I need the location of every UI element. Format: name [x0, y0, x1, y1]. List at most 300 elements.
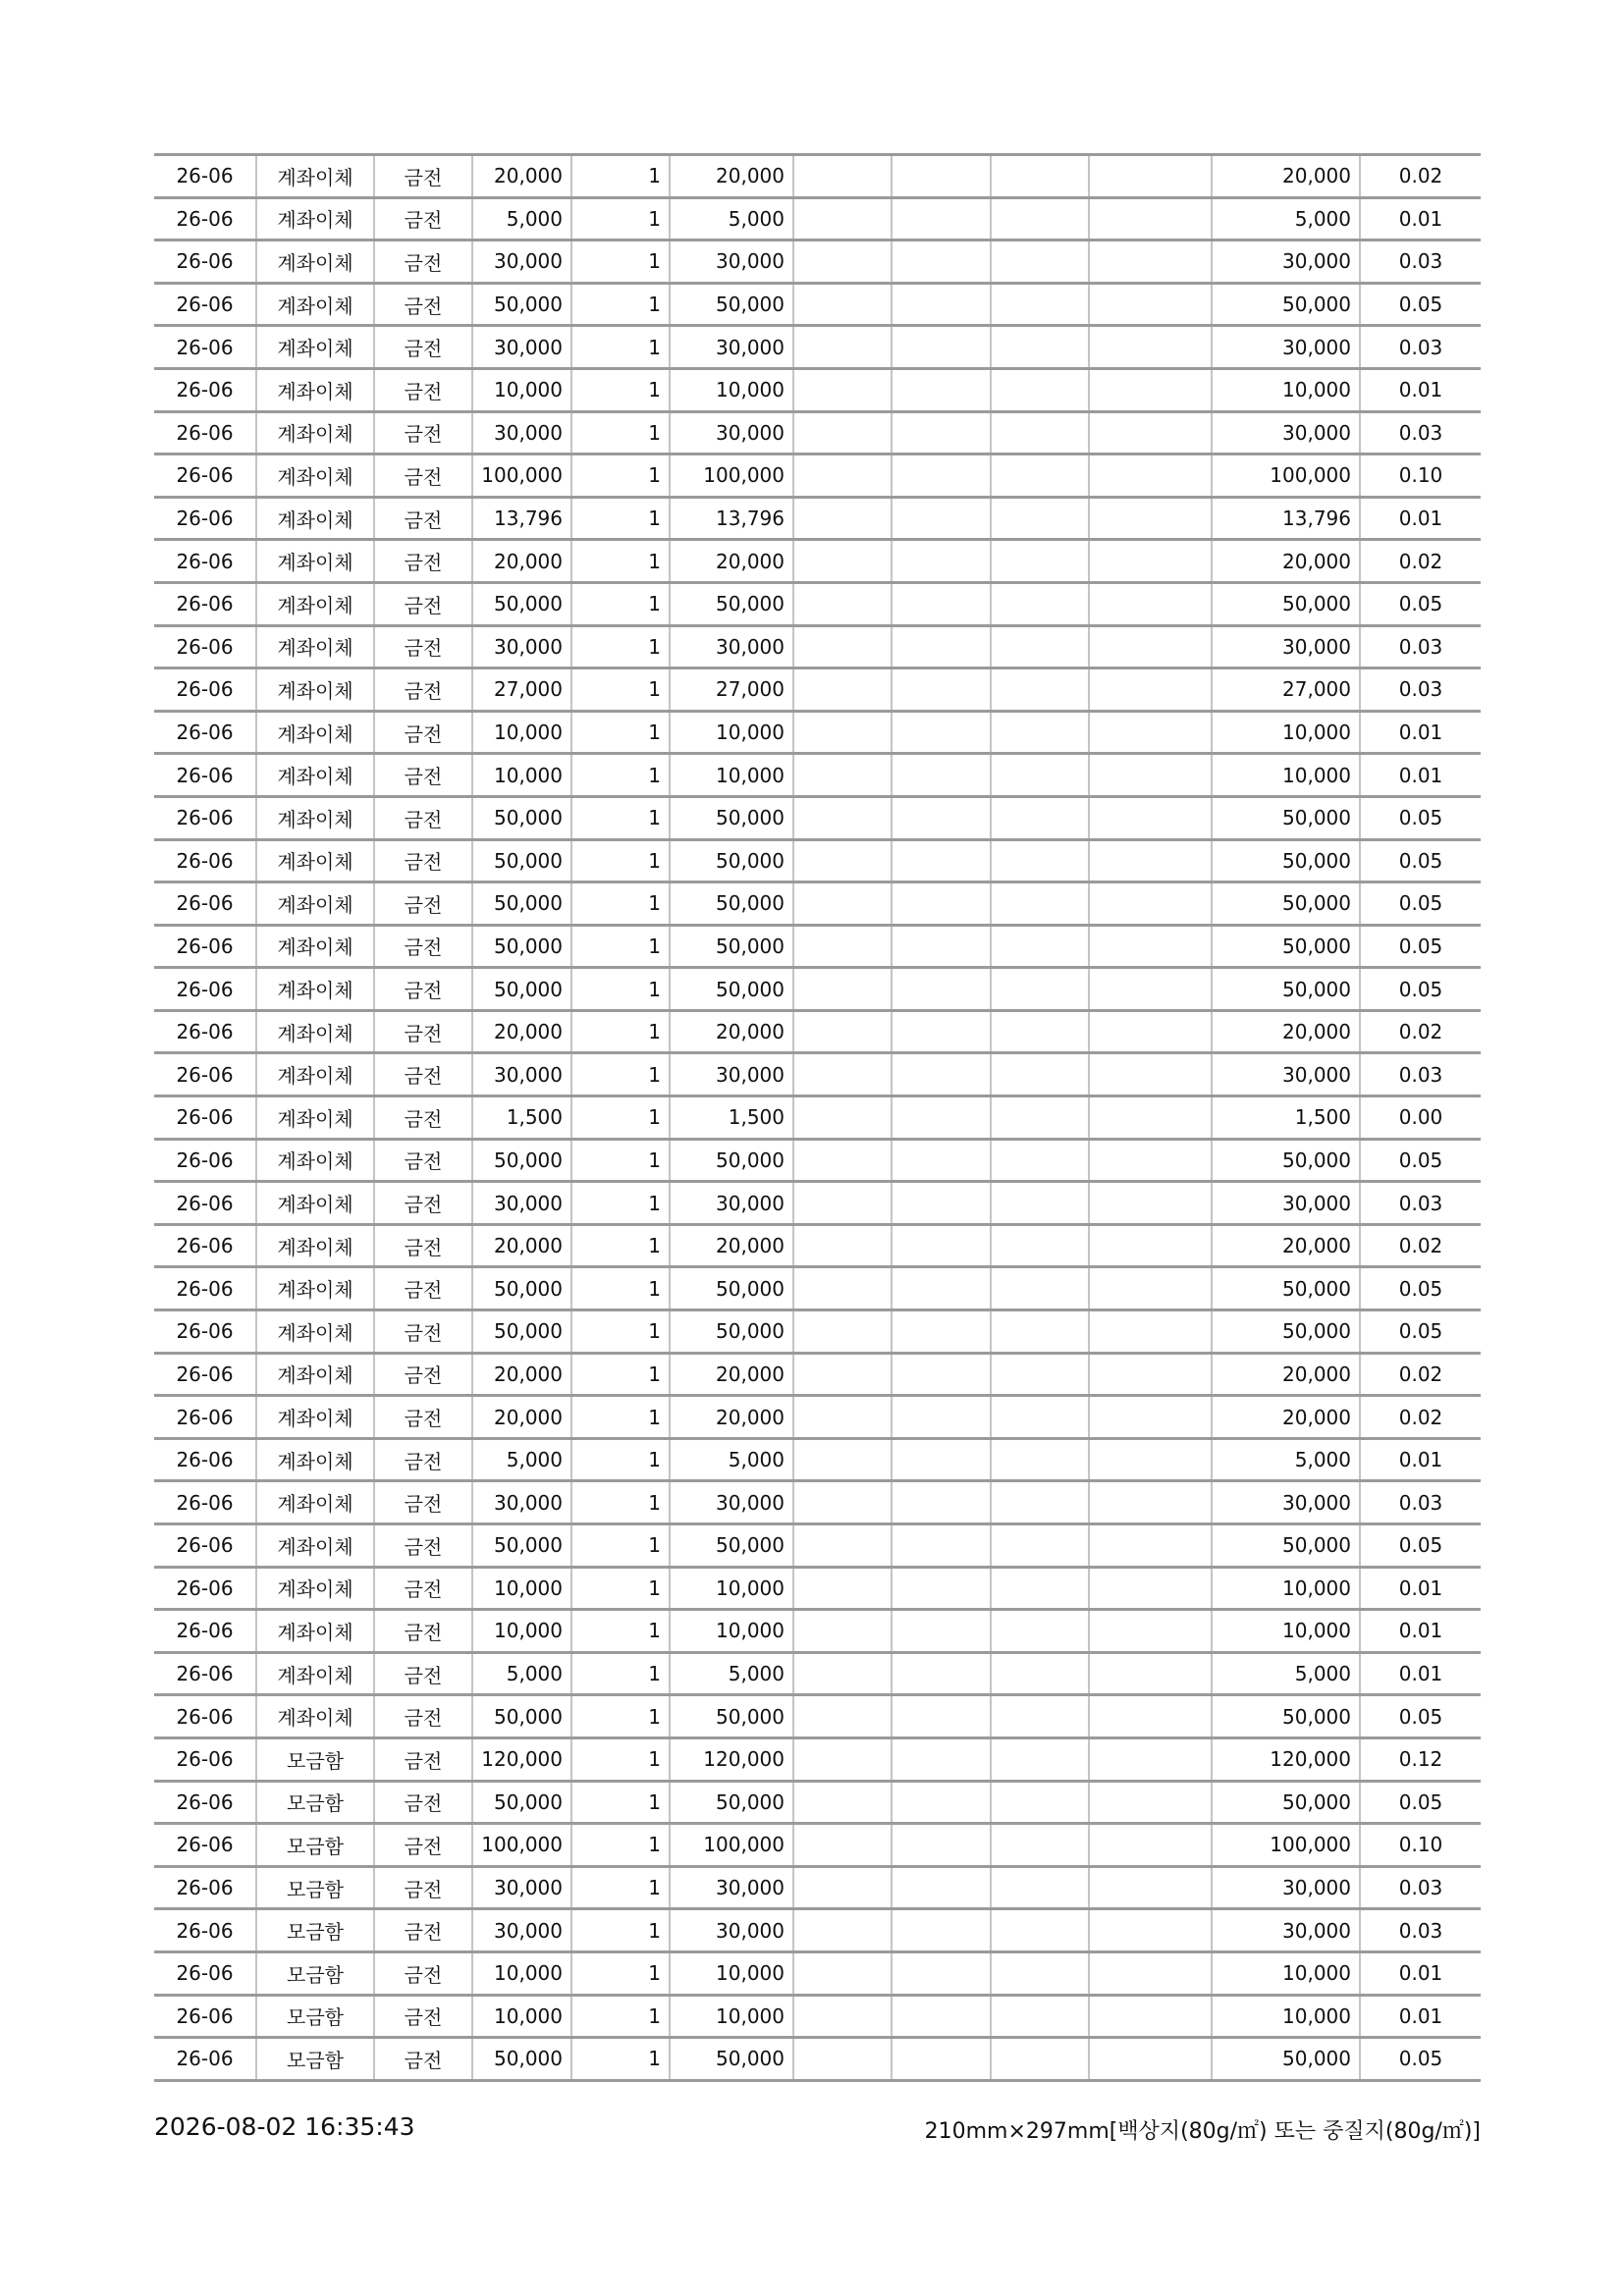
type-cell: 금전: [374, 540, 472, 583]
type-cell: 금전: [374, 839, 472, 882]
table-row: [154, 1096, 1481, 1140]
ratio-cell: 0.03: [1360, 668, 1481, 712]
blank-cell-4: [1089, 1139, 1212, 1182]
unit-amount-cell: 50,000: [472, 882, 571, 926]
blank-cell-2: [892, 1995, 991, 2038]
ratio-cell: 0.05: [1360, 283, 1481, 326]
blank-cell-1: [793, 1567, 892, 1610]
total-cell: 20,000: [1212, 1224, 1360, 1267]
ratio-cell: 0.05: [1360, 1310, 1481, 1354]
ratio-cell: 0.03: [1360, 1481, 1481, 1524]
total-cell: 13,796: [1212, 497, 1360, 540]
blank-cell-1: [793, 1353, 892, 1396]
table-row: [154, 1951, 1481, 1995]
unit-amount-cell: 5,000: [472, 1438, 571, 1481]
blank-cell-2: [892, 1909, 991, 1952]
amount-cell: 50,000: [670, 1695, 793, 1738]
table-row: [154, 1267, 1481, 1310]
blank-cell-2: [892, 454, 991, 498]
blank-cell-2: [892, 1224, 991, 1267]
blank-cell-2: [892, 668, 991, 712]
table-row: [154, 882, 1481, 926]
table-row: [154, 1695, 1481, 1738]
blank-cell-1: [793, 368, 892, 411]
table-row: [154, 1139, 1481, 1182]
total-cell: 30,000: [1212, 1909, 1360, 1952]
blank-cell-4: [1089, 540, 1212, 583]
blank-cell-4: [1089, 882, 1212, 926]
quantity-cell: 1: [571, 882, 670, 926]
total-cell: 27,000: [1212, 668, 1360, 712]
quantity-cell: 1: [571, 497, 670, 540]
quantity-cell: 1: [571, 240, 670, 284]
method-cell: 계좌이체: [256, 668, 374, 712]
method-cell: 계좌이체: [256, 1695, 374, 1738]
blank-cell-2: [892, 1652, 991, 1695]
type-cell: 금전: [374, 1139, 472, 1182]
table-row: [154, 796, 1481, 839]
blank-cell-1: [793, 540, 892, 583]
unit-amount-cell: 10,000: [472, 1995, 571, 2038]
blank-cell-2: [892, 925, 991, 968]
date-cell: 26-06: [154, 1824, 256, 1867]
amount-cell: 50,000: [670, 839, 793, 882]
quantity-cell: 1: [571, 368, 670, 411]
type-cell: 금전: [374, 1182, 472, 1225]
blank-cell-3: [991, 368, 1089, 411]
table-row: [154, 711, 1481, 754]
total-cell: 100,000: [1212, 1824, 1360, 1867]
ratio-cell: 0.05: [1360, 882, 1481, 926]
blank-cell-3: [991, 1353, 1089, 1396]
amount-cell: 30,000: [670, 1909, 793, 1952]
method-cell: 모금함: [256, 2038, 374, 2081]
amount-cell: 20,000: [670, 540, 793, 583]
quantity-cell: 1: [571, 1567, 670, 1610]
quantity-cell: 1: [571, 454, 670, 498]
method-cell: 계좌이체: [256, 1481, 374, 1524]
table-row: [154, 1652, 1481, 1695]
date-cell: 26-06: [154, 711, 256, 754]
total-cell: 30,000: [1212, 240, 1360, 284]
blank-cell-4: [1089, 1182, 1212, 1225]
blank-cell-2: [892, 1096, 991, 1140]
unit-amount-cell: 1,500: [472, 1096, 571, 1140]
type-cell: 금전: [374, 1096, 472, 1140]
blank-cell-4: [1089, 1481, 1212, 1524]
quantity-cell: 1: [571, 1267, 670, 1310]
table-row: [154, 411, 1481, 454]
date-cell: 26-06: [154, 1951, 256, 1995]
blank-cell-3: [991, 1824, 1089, 1867]
quantity-cell: 1: [571, 1737, 670, 1781]
blank-cell-3: [991, 540, 1089, 583]
blank-cell-1: [793, 1737, 892, 1781]
blank-cell-3: [991, 1567, 1089, 1610]
table-row: [154, 1353, 1481, 1396]
ratio-cell: 0.05: [1360, 796, 1481, 839]
ratio-cell: 0.05: [1360, 925, 1481, 968]
unit-amount-cell: 100,000: [472, 454, 571, 498]
blank-cell-4: [1089, 1267, 1212, 1310]
unit-amount-cell: 20,000: [472, 1010, 571, 1053]
table-row: [154, 1182, 1481, 1225]
total-cell: 50,000: [1212, 1695, 1360, 1738]
method-cell: 모금함: [256, 1909, 374, 1952]
unit-amount-cell: 50,000: [472, 925, 571, 968]
method-cell: 계좌이체: [256, 1096, 374, 1140]
table-row: [154, 497, 1481, 540]
type-cell: 금전: [374, 968, 472, 1011]
blank-cell-1: [793, 839, 892, 882]
blank-cell-4: [1089, 925, 1212, 968]
ratio-cell: 0.03: [1360, 1866, 1481, 1909]
amount-cell: 30,000: [670, 625, 793, 668]
amount-cell: 20,000: [670, 1010, 793, 1053]
total-cell: 50,000: [1212, 1524, 1360, 1568]
ratio-cell: 0.01: [1360, 1951, 1481, 1995]
table-row: [154, 1610, 1481, 1653]
table-row: [154, 582, 1481, 625]
ratio-cell: 0.01: [1360, 497, 1481, 540]
unit-amount-cell: 20,000: [472, 540, 571, 583]
quantity-cell: 1: [571, 283, 670, 326]
paper-spec: 210mm×297mm[백상지(80g/㎡) 또는 중질지(80g/㎡)]: [924, 2119, 1481, 2144]
quantity-cell: 1: [571, 925, 670, 968]
unit-amount-cell: 30,000: [472, 326, 571, 369]
date-cell: 26-06: [154, 1267, 256, 1310]
date-cell: 26-06: [154, 454, 256, 498]
blank-cell-1: [793, 882, 892, 926]
blank-cell-2: [892, 1524, 991, 1568]
ratio-cell: 0.03: [1360, 625, 1481, 668]
date-cell: 26-06: [154, 754, 256, 797]
blank-cell-1: [793, 754, 892, 797]
amount-cell: 27,000: [670, 668, 793, 712]
unit-amount-cell: 20,000: [472, 1353, 571, 1396]
blank-cell-1: [793, 1053, 892, 1096]
ratio-cell: 0.05: [1360, 1267, 1481, 1310]
amount-cell: 50,000: [670, 796, 793, 839]
amount-cell: 1,500: [670, 1096, 793, 1140]
amount-cell: 10,000: [670, 1995, 793, 2038]
unit-amount-cell: 10,000: [472, 1610, 571, 1653]
ratio-cell: 0.00: [1360, 1096, 1481, 1140]
table-row: [154, 1995, 1481, 2038]
date-cell: 26-06: [154, 839, 256, 882]
amount-cell: 100,000: [670, 454, 793, 498]
quantity-cell: 1: [571, 2038, 670, 2081]
unit-amount-cell: 30,000: [472, 411, 571, 454]
date-cell: 26-06: [154, 1310, 256, 1354]
method-cell: 모금함: [256, 1737, 374, 1781]
total-cell: 20,000: [1212, 1396, 1360, 1439]
total-cell: 10,000: [1212, 368, 1360, 411]
amount-cell: 30,000: [670, 1481, 793, 1524]
unit-amount-cell: 13,796: [472, 497, 571, 540]
date-cell: 26-06: [154, 1139, 256, 1182]
date-cell: 26-06: [154, 155, 256, 198]
amount-cell: 5,000: [670, 1652, 793, 1695]
quantity-cell: 1: [571, 1096, 670, 1140]
unit-amount-cell: 10,000: [472, 711, 571, 754]
blank-cell-1: [793, 454, 892, 498]
blank-cell-3: [991, 411, 1089, 454]
date-cell: 26-06: [154, 1866, 256, 1909]
date-cell: 26-06: [154, 1695, 256, 1738]
quantity-cell: 1: [571, 1524, 670, 1568]
blank-cell-4: [1089, 1524, 1212, 1568]
quantity-cell: 1: [571, 711, 670, 754]
method-cell: 계좌이체: [256, 582, 374, 625]
method-cell: 모금함: [256, 1781, 374, 1824]
unit-amount-cell: 10,000: [472, 754, 571, 797]
date-cell: 26-06: [154, 1481, 256, 1524]
type-cell: 금전: [374, 668, 472, 712]
method-cell: 계좌이체: [256, 283, 374, 326]
blank-cell-3: [991, 968, 1089, 1011]
blank-cell-1: [793, 1610, 892, 1653]
quantity-cell: 1: [571, 1951, 670, 1995]
blank-cell-3: [991, 882, 1089, 926]
blank-cell-2: [892, 1053, 991, 1096]
unit-amount-cell: 30,000: [472, 625, 571, 668]
date-cell: 26-06: [154, 197, 256, 240]
date-cell: 26-06: [154, 1524, 256, 1568]
date-cell: 26-06: [154, 582, 256, 625]
blank-cell-1: [793, 1524, 892, 1568]
date-cell: 26-06: [154, 1781, 256, 1824]
ratio-cell: 0.03: [1360, 326, 1481, 369]
blank-cell-3: [991, 2038, 1089, 2081]
quantity-cell: 1: [571, 668, 670, 712]
blank-cell-1: [793, 1096, 892, 1140]
method-cell: 계좌이체: [256, 197, 374, 240]
blank-cell-3: [991, 1396, 1089, 1439]
blank-cell-1: [793, 1396, 892, 1439]
type-cell: 금전: [374, 1610, 472, 1653]
blank-cell-4: [1089, 711, 1212, 754]
blank-cell-4: [1089, 754, 1212, 797]
date-cell: 26-06: [154, 368, 256, 411]
blank-cell-4: [1089, 968, 1212, 1011]
total-cell: 20,000: [1212, 1353, 1360, 1396]
blank-cell-1: [793, 155, 892, 198]
blank-cell-1: [793, 1182, 892, 1225]
blank-cell-2: [892, 1610, 991, 1653]
blank-cell-1: [793, 1267, 892, 1310]
ratio-cell: 0.05: [1360, 1139, 1481, 1182]
type-cell: 금전: [374, 1438, 472, 1481]
blank-cell-3: [991, 1909, 1089, 1952]
method-cell: 모금함: [256, 1866, 374, 1909]
blank-cell-2: [892, 754, 991, 797]
blank-cell-4: [1089, 1438, 1212, 1481]
table-row: [154, 1396, 1481, 1439]
blank-cell-4: [1089, 326, 1212, 369]
blank-cell-1: [793, 668, 892, 712]
ratio-cell: 0.05: [1360, 968, 1481, 1011]
blank-cell-4: [1089, 1909, 1212, 1952]
unit-amount-cell: 5,000: [472, 197, 571, 240]
table-row: [154, 1866, 1481, 1909]
blank-cell-3: [991, 326, 1089, 369]
ratio-cell: 0.01: [1360, 368, 1481, 411]
method-cell: 계좌이체: [256, 155, 374, 198]
quantity-cell: 1: [571, 1353, 670, 1396]
blank-cell-3: [991, 283, 1089, 326]
quantity-cell: 1: [571, 582, 670, 625]
unit-amount-cell: 50,000: [472, 1781, 571, 1824]
blank-cell-1: [793, 1866, 892, 1909]
ratio-cell: 0.01: [1360, 1567, 1481, 1610]
blank-cell-2: [892, 582, 991, 625]
blank-cell-1: [793, 1310, 892, 1354]
amount-cell: 50,000: [670, 882, 793, 926]
ratio-cell: 0.01: [1360, 1995, 1481, 2038]
table-row: [154, 1824, 1481, 1867]
amount-cell: 120,000: [670, 1737, 793, 1781]
blank-cell-4: [1089, 625, 1212, 668]
method-cell: 계좌이체: [256, 839, 374, 882]
date-cell: 26-06: [154, 968, 256, 1011]
date-cell: 26-06: [154, 882, 256, 926]
blank-cell-1: [793, 197, 892, 240]
blank-cell-2: [892, 1267, 991, 1310]
unit-amount-cell: 30,000: [472, 1053, 571, 1096]
method-cell: 계좌이체: [256, 1310, 374, 1354]
table-row: [154, 283, 1481, 326]
ratio-cell: 0.01: [1360, 754, 1481, 797]
date-cell: 26-06: [154, 1396, 256, 1439]
date-cell: 26-06: [154, 1995, 256, 2038]
unit-amount-cell: 10,000: [472, 1951, 571, 1995]
unit-amount-cell: 100,000: [472, 1824, 571, 1867]
quantity-cell: 1: [571, 1909, 670, 1952]
total-cell: 30,000: [1212, 625, 1360, 668]
table-row: [154, 368, 1481, 411]
table-row: [154, 625, 1481, 668]
blank-cell-4: [1089, 283, 1212, 326]
method-cell: 계좌이체: [256, 968, 374, 1011]
blank-cell-3: [991, 1652, 1089, 1695]
unit-amount-cell: 50,000: [472, 968, 571, 1011]
ratio-cell: 0.02: [1360, 1353, 1481, 1396]
blank-cell-3: [991, 1695, 1089, 1738]
blank-cell-1: [793, 326, 892, 369]
date-cell: 26-06: [154, 497, 256, 540]
unit-amount-cell: 20,000: [472, 155, 571, 198]
ratio-cell: 0.03: [1360, 1182, 1481, 1225]
ratio-cell: 0.01: [1360, 1610, 1481, 1653]
date-cell: 26-06: [154, 925, 256, 968]
quantity-cell: 1: [571, 1224, 670, 1267]
method-cell: 계좌이체: [256, 1267, 374, 1310]
amount-cell: 20,000: [670, 1353, 793, 1396]
blank-cell-3: [991, 1481, 1089, 1524]
blank-cell-1: [793, 1824, 892, 1867]
blank-cell-1: [793, 283, 892, 326]
blank-cell-2: [892, 197, 991, 240]
quantity-cell: 1: [571, 1995, 670, 2038]
blank-cell-1: [793, 1995, 892, 2038]
blank-cell-3: [991, 1781, 1089, 1824]
type-cell: 금전: [374, 1652, 472, 1695]
method-cell: 계좌이체: [256, 625, 374, 668]
blank-cell-2: [892, 1353, 991, 1396]
quantity-cell: 1: [571, 1139, 670, 1182]
blank-cell-4: [1089, 1053, 1212, 1096]
method-cell: 모금함: [256, 1995, 374, 2038]
type-cell: 금전: [374, 1396, 472, 1439]
unit-amount-cell: 30,000: [472, 1866, 571, 1909]
amount-cell: 10,000: [670, 754, 793, 797]
type-cell: 금전: [374, 240, 472, 284]
ratio-cell: 0.01: [1360, 1438, 1481, 1481]
amount-cell: 50,000: [670, 582, 793, 625]
blank-cell-2: [892, 1866, 991, 1909]
table-row: [154, 925, 1481, 968]
blank-cell-3: [991, 1951, 1089, 1995]
date-cell: 26-06: [154, 1909, 256, 1952]
blank-cell-1: [793, 582, 892, 625]
blank-cell-4: [1089, 454, 1212, 498]
ratio-cell: 0.02: [1360, 1224, 1481, 1267]
blank-cell-4: [1089, 411, 1212, 454]
blank-cell-2: [892, 326, 991, 369]
unit-amount-cell: 50,000: [472, 1310, 571, 1354]
blank-cell-2: [892, 497, 991, 540]
type-cell: 금전: [374, 1695, 472, 1738]
amount-cell: 50,000: [670, 925, 793, 968]
amount-cell: 30,000: [670, 1866, 793, 1909]
total-cell: 30,000: [1212, 1866, 1360, 1909]
total-cell: 5,000: [1212, 197, 1360, 240]
date-cell: 26-06: [154, 240, 256, 284]
blank-cell-3: [991, 1438, 1089, 1481]
blank-cell-4: [1089, 1567, 1212, 1610]
quantity-cell: 1: [571, 411, 670, 454]
total-cell: 50,000: [1212, 582, 1360, 625]
type-cell: 금전: [374, 1737, 472, 1781]
blank-cell-4: [1089, 1951, 1212, 1995]
amount-cell: 30,000: [670, 326, 793, 369]
date-cell: 26-06: [154, 411, 256, 454]
total-cell: 10,000: [1212, 1610, 1360, 1653]
total-cell: 50,000: [1212, 1781, 1360, 1824]
blank-cell-2: [892, 1951, 991, 1995]
blank-cell-1: [793, 1695, 892, 1738]
amount-cell: 20,000: [670, 1224, 793, 1267]
blank-cell-4: [1089, 1610, 1212, 1653]
blank-cell-4: [1089, 1695, 1212, 1738]
blank-cell-4: [1089, 240, 1212, 284]
type-cell: 금전: [374, 582, 472, 625]
total-cell: 120,000: [1212, 1737, 1360, 1781]
table-row: [154, 454, 1481, 498]
table-row: [154, 1909, 1481, 1952]
amount-cell: 30,000: [670, 411, 793, 454]
ratio-cell: 0.01: [1360, 197, 1481, 240]
total-cell: 5,000: [1212, 1652, 1360, 1695]
blank-cell-3: [991, 1995, 1089, 2038]
unit-amount-cell: 50,000: [472, 1267, 571, 1310]
blank-cell-4: [1089, 1353, 1212, 1396]
blank-cell-3: [991, 839, 1089, 882]
blank-cell-1: [793, 1652, 892, 1695]
blank-cell-2: [892, 1695, 991, 1738]
blank-cell-2: [892, 839, 991, 882]
